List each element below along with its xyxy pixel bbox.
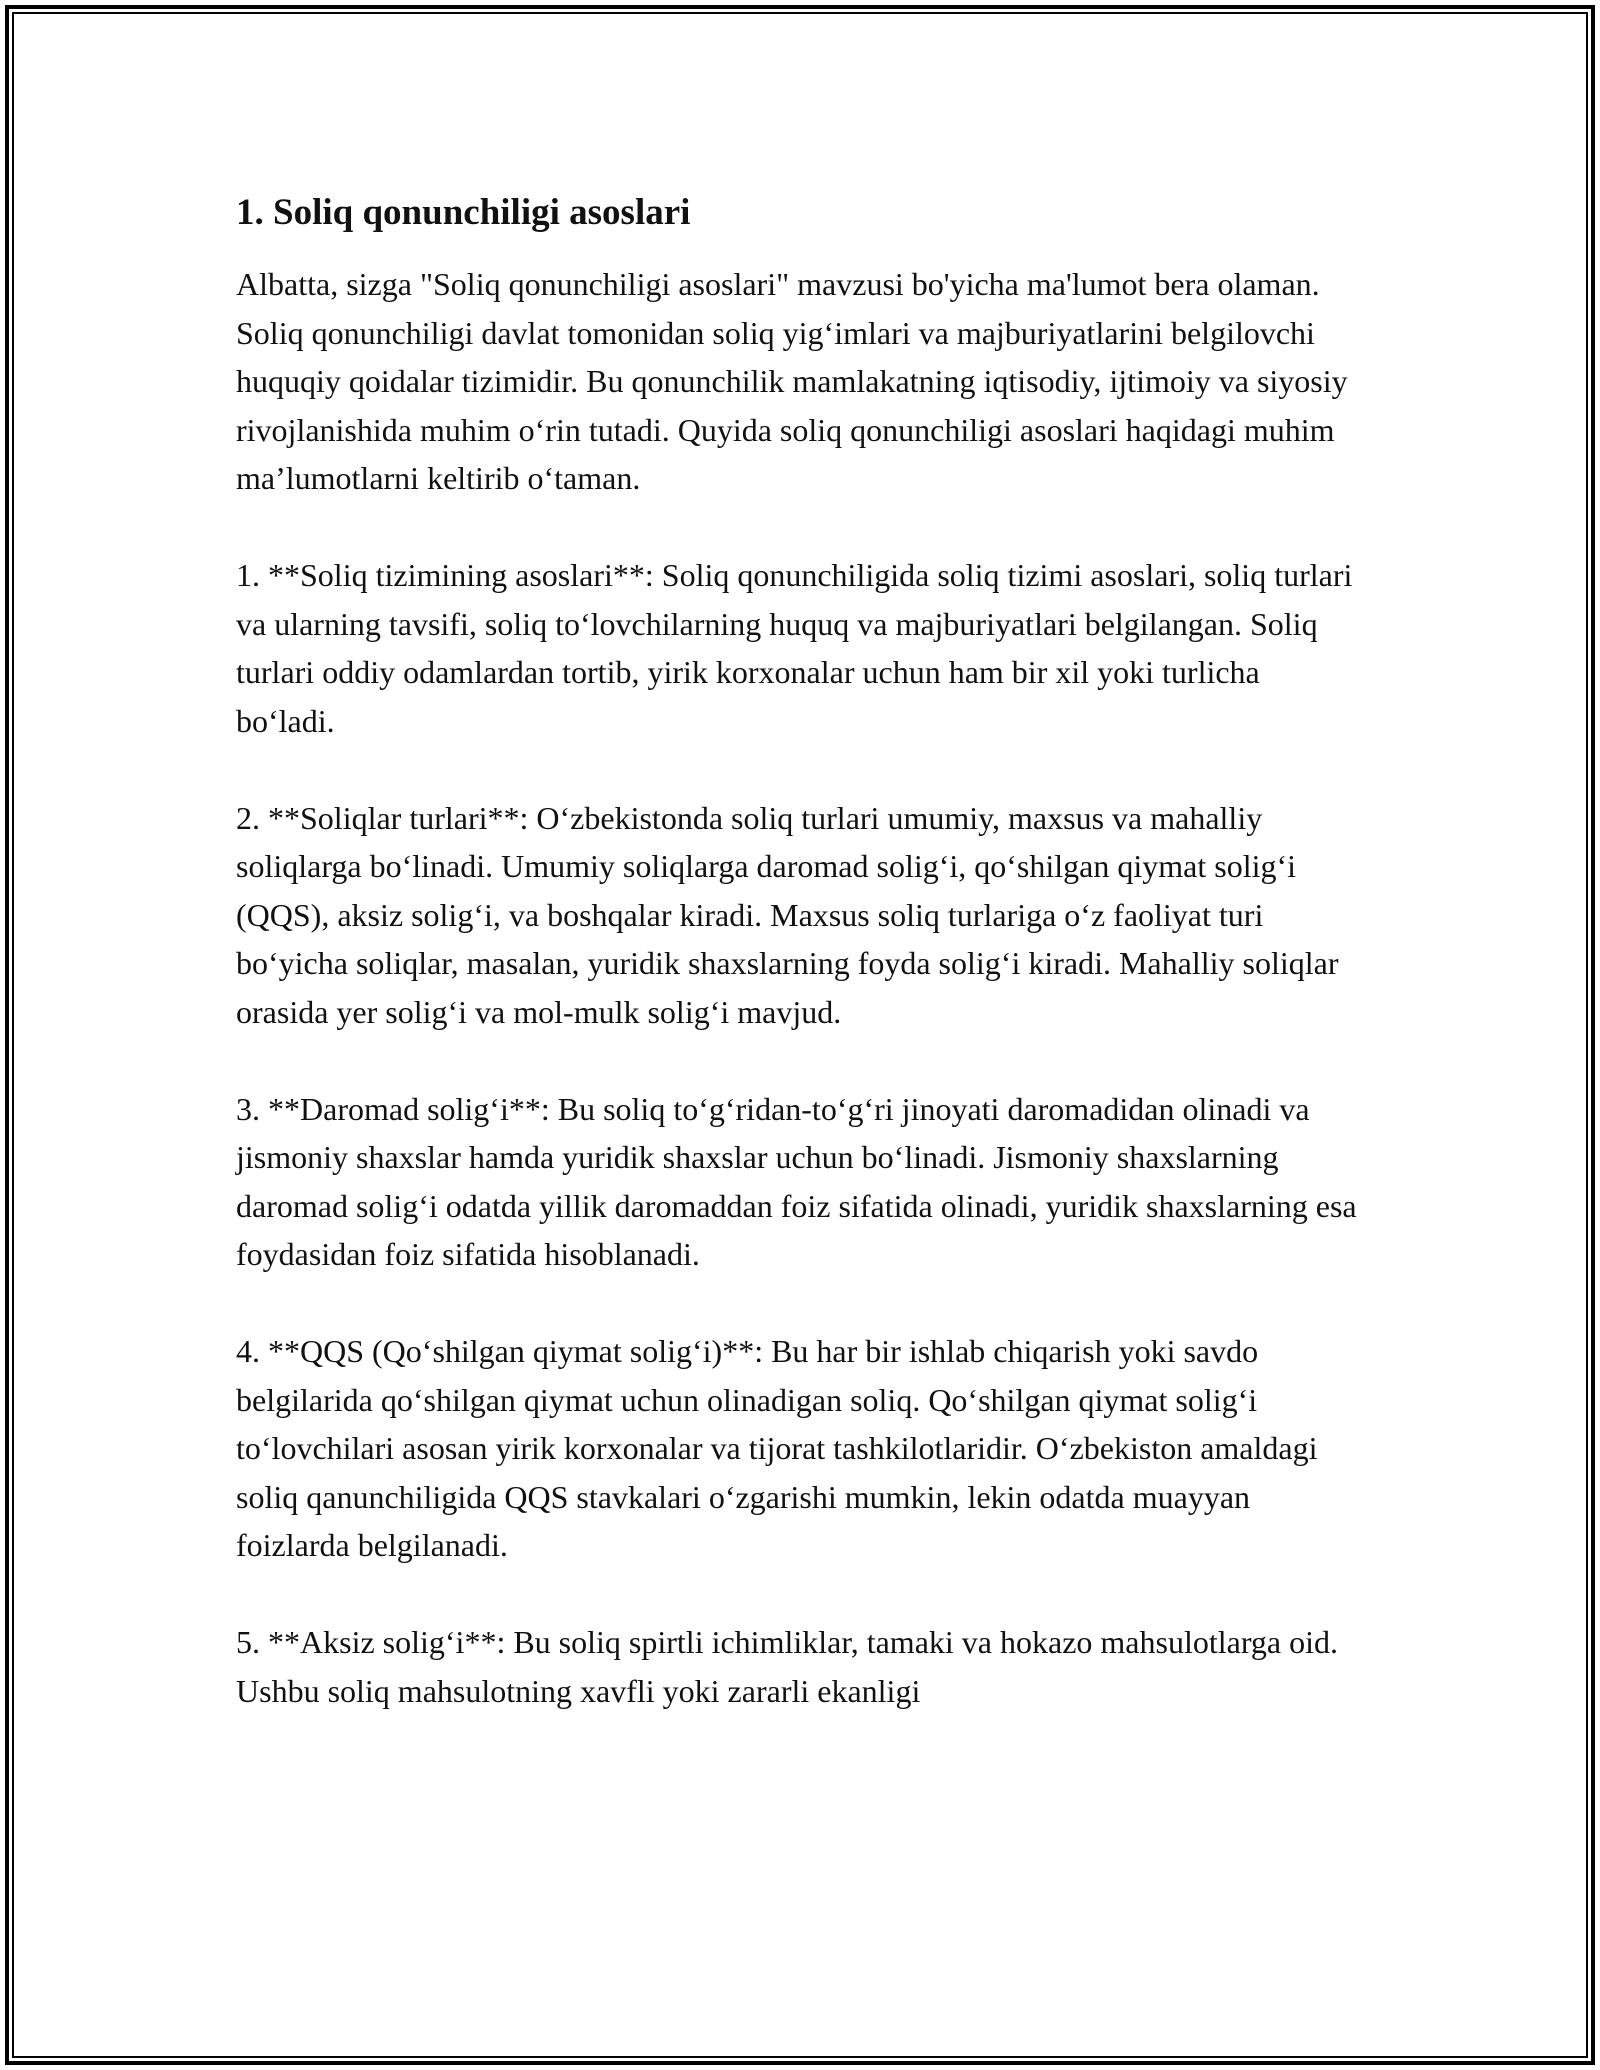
section-heading: 1. Soliq qonunchiligi asoslari xyxy=(236,192,691,233)
intro-paragraph: Albatta, sizga "Soliq qonunchiligi asoslari" mavzusi bo'yicha ma'lumot bera olaman. Soliq qonunchiligi davlat tomonidan soliq yig‘imlari va majburiyatlarini belgilovchi huquqiy qoidalar tizimidir. Bu qonunchilik mamlakatning iqtisodiy, ijtimoiy va siyosiy rivojlanishida muhim o‘rin tutadi. Quyida soliq qonunchiligi asoslari haqidagi muhim ma’lumotlarni keltirib o‘taman. xyxy=(236,266,1348,496)
paragraph-aksiz-soligi: 5. **Aksiz solig‘i**: Bu soliq spirtli ichimliklar, tamaki va hokazo mahsulotlarga oid. Ushbu soliq mahsulotning xavfli yoki zararli ekanligi xyxy=(236,1624,1338,1709)
document-body xyxy=(236,186,1366,1715)
paragraph-qqs: 4. **QQS (Qo‘shilgan qiymat solig‘i)**: Bu har bir ishlab chiqarish yoki savdo belgilarida qo‘shilgan qiymat uchun olinadigan soliq. Qo‘shilgan qiymat solig‘i to‘lovchilari asosan yirik korxonalar va tijorat tashkilotlaridir. O‘zbekiston amaldagi soliq qanunchiligida QQS stavkalari o‘zgarishi mumkin, lekin odatda muayyan foizlarda belgilanadi. xyxy=(236,1333,1318,1563)
paragraph-daromad-soligi: 3. **Daromad solig‘i**: Bu soliq to‘g‘ridan-to‘g‘ri jinoyati daromadidan olinadi va jismoniy shaxslar hamda yuridik shaxslar uchun bo‘linadi. Jismoniy shaxslarning daromad solig‘i odatda yillik daromaddan foiz sifatida olinadi, yuridik shaxslarning esa foydasidan foiz sifatida hisoblanadi. xyxy=(236,1090,1357,1272)
paragraph-soliq-tizimi: 1. **Soliq tizimining asoslari**: Soliq qonunchiligida soliq tizimi asoslari, soliq turlari va ularning tavsifi, soliq to‘lovchilarning huquq va majburiyatlari belgilangan. Soliq turlari oddiy odamlardan tortib, yirik korxonalar uchun ham bir xil yoki turlicha bo‘ladi. xyxy=(236,557,1353,739)
paragraph-soliqlar-turlari: 2. **Soliqlar turlari**: O‘zbekistonda soliq turlari umumiy, maxsus va mahalliy soliqlarga bo‘linadi. Umumiy soliqlarga daromad solig‘i, qo‘shilgan qiymat solig‘i (QQS), aksiz solig‘i, va boshqalar kiradi. Maxsus soliq turlariga o‘z faoliyat turi bo‘yicha soliqlar, masalan, yuridik shaxslarning foyda solig‘i kiradi. Mahalliy soliqlar orasida yer solig‘i va mol-mulk solig‘i mavjud. xyxy=(236,799,1339,1030)
